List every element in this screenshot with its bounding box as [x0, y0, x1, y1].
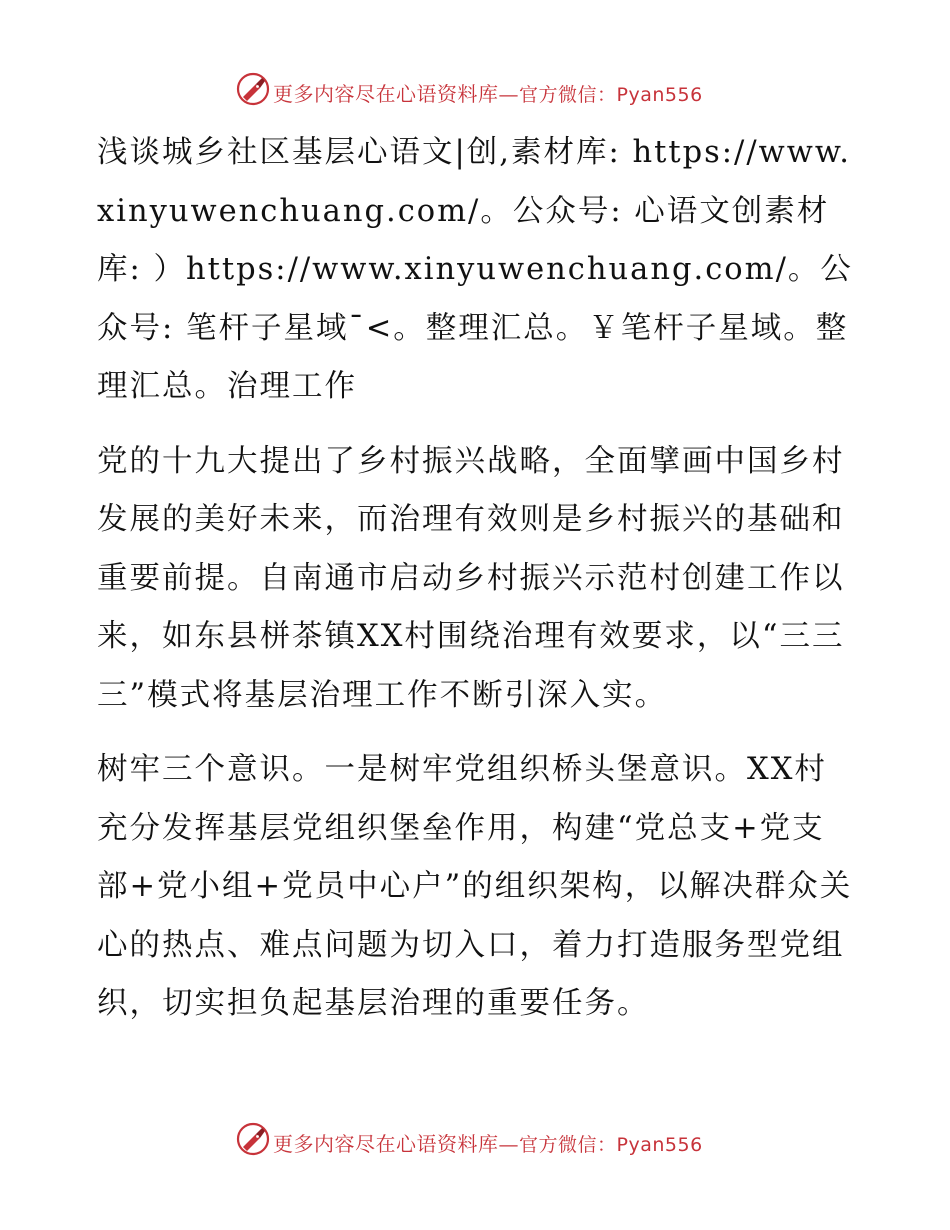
pen-nib-logo-icon: [236, 1122, 270, 1156]
paragraph-2: 党的十九大提出了乡村振兴战略，全面擘画中国乡村发展的美好未来，而治理有效则是乡村振兴的基础和重要前提。自南通市启动乡村振兴示范村创建工作以来，如东县栟茶镇XX村围绕治理有效要求，以“三三三”模式将基层治理工作不断引深入实。: [97, 443, 845, 713]
paragraph-1: 浅谈城乡社区基层心语文|创,素材库: https://www.xinyuwenchuang.com/。公众号: 心语文创素材库: ）https://www.xinyuwenchuang.com/。公众号: 笔杆子星域¯<。整理汇总。￥笔杆子星域。整理汇总。治理工作: [97, 135, 853, 404]
footer-banner: [0, 1120, 950, 1160]
paragraph-3: 树牢三个意识。一是树牢党组织桥头堡意识。XX村充分发挥基层党组织堡垒作用，构建“党总支+党支部+党小组+党员中心户”的组织架构，以解决群众关心的热点、难点问题为切入口，着力打造服务型党组织，切实担负起基层治理的重要任务。: [97, 752, 853, 1021]
header-banner: [0, 70, 950, 110]
pen-nib-logo-icon: [236, 72, 270, 106]
banner-text: 更多内容尽在心语资料库—官方微信：Pyan556: [273, 1132, 703, 1156]
banner-text: 更多内容尽在心语资料库—官方微信：Pyan556: [273, 82, 703, 106]
document-body: [97, 124, 857, 1050]
